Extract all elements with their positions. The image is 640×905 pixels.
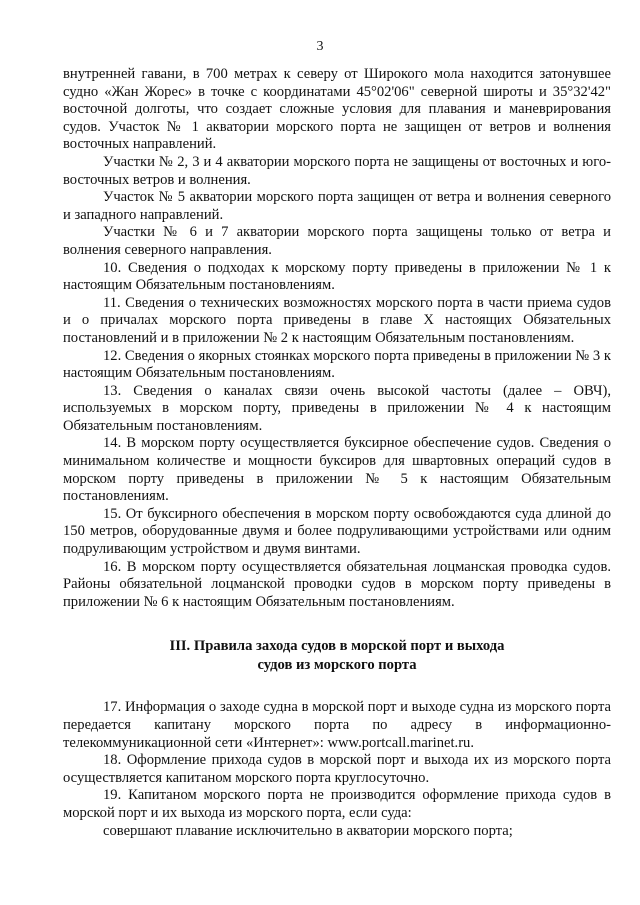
- paragraph-19-item: совершают плавание исключительно в акватории морского порта;: [103, 822, 513, 839]
- paragraph-17: 17. Информация о заходе судна в морской порт и выходе судна из морского порта передается капитану морского порта по адресу в информационно-телекоммуникационной сети «Интернет»: www.portcall.marinet.ru.: [63, 699, 611, 751]
- section-heading: [63, 637, 611, 675]
- paragraph-areas-6-7: Участки № 6 и 7 акватории морского порта защищены только от ветра и волнения северного направления.: [63, 224, 611, 258]
- paragraph-18: 18. Оформление прихода судов в морской порт и выхода их из морского порта осуществляется капитаном морского порта круглосуточно.: [63, 752, 611, 786]
- paragraph-13: 13. Сведения о каналах связи очень высокой частоты (далее – ОВЧ), используемых в морском порту, приведены в приложении № 4 к настоящим Обязательным постановлениям.: [63, 382, 611, 434]
- page-number: 3: [316, 39, 324, 54]
- paragraph-14: 14. В морском порту осуществляется буксирное обеспечение судов. Сведения о минимальном количестве и мощности буксиров для швартовных операций судов в морском порту приведены в приложении № 5 к настоящим Обязательным постановлениям.: [63, 435, 611, 505]
- document-body: [63, 66, 611, 840]
- paragraph-15: 15. От буксирного обеспечения в морском порту освобождаются суда длиной до 150 метров, оборудованные двумя и более подруливающими устройствами или одним подруливающим устройством и двумя винтами.: [63, 505, 611, 558]
- paragraph-16: 16. В морском порту осуществляется обязательная лоцманская проводка судов. Районы обязательной лоцманской проводки судов в морском порту приведены в приложении № 6 к настоящим Обязательным постановлениям.: [63, 558, 611, 610]
- paragraph-19: 19. Капитаном морского порта не производится оформление прихода судов в морской порт и их выхода из морского порта, если суда:: [63, 787, 611, 821]
- paragraph-11: 11. Сведения о технических возможностях морского порта в части приема судов и о причалах морского порта приведены в главе X настоящих Обязательных постановлений и в приложении № 2 к настоящим Обязательным постановлениям.: [63, 294, 611, 346]
- paragraph-area-5: Участок № 5 акватории морского порта защищен от ветра и волнения северного и западного направлений.: [63, 189, 611, 223]
- paragraph-10: 10. Сведения о подходах к морскому порту приведены в приложении № 1 к настоящим Обязательным постановлениям.: [63, 259, 611, 294]
- paragraph-continuation: внутренней гавани, в 700 метрах к северу от Широкого мола находится затонувшее судно «Жан Жорес» в точке с координатами 45°02'06" северной широты и 35°32'42" восточной долготы, что создает сложные условия для плавания и маневрирования судов. Участок № 1 акватории морского порта не защищен от ветров и волнения восточных направлений.: [63, 66, 611, 153]
- paragraph-areas-2-3-4: Участки № 2, 3 и 4 акватории морского порта не защищены от восточных и юго-восточных ветров и волнения.: [63, 153, 611, 188]
- paragraph-12: 12. Сведения о якорных стоянках морского порта приведены в приложении № 3 к настоящим Обязательным постановлениям.: [63, 347, 611, 382]
- section-heading-line-1: III. Правила захода судов в морской порт и выхода: [169, 638, 505, 655]
- section-heading-line-2: судов из морского порта: [257, 657, 417, 674]
